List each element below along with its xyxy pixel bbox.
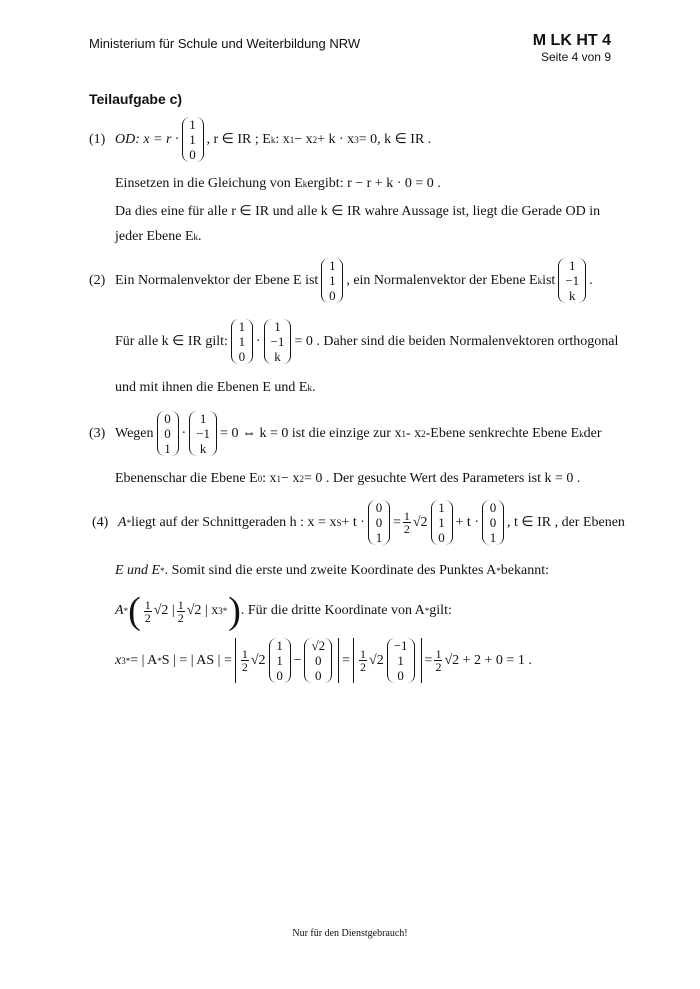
footer-notice: Nur für den Dienstgebrauch! [292,928,408,939]
item-2-line-2: Für alle k ∈ IR gilt: 1 1 0 · 1 −1 k = 0 . Daher sind die beiden Normalenvektoren orthogonal [115,319,619,364]
item-2-line-1: (2) Ein Normalenvektor der Ebene E ist 1 1 0 , ein Normalenvektor der Ebene E k ist 1 −1 k . [89,258,593,303]
document-code: M LK HT 4 [532,32,611,49]
direction-vector-z: 0 0 1 [482,500,504,545]
dot-vector-1: 1 1 0 [231,319,253,364]
item-1-line-4: jeder Ebene E k . [115,229,202,244]
page-number: Seite 4 von 9 [540,50,611,64]
item-4-line-2: E und E * . Somit sind die erste und zweite Koordinate des Punktes A * bekannt: [115,563,550,578]
ministry-name: Ministerium für Schule und Weiterbildung NRW [89,36,361,51]
item-1-line-3: Da dies eine für alle r ∈ IR und alle k ∈ IR wahre Aussage ist, liegt die Gerade OD in [115,204,601,219]
vector-001: 0 0 1 [157,411,179,456]
normal-vector-e: 1 1 0 [321,258,343,303]
item-2-line-3: und mit ihnen die Ebenen E und E k . [115,380,316,395]
item-4-line-1: (4) A * liegt auf der Schnittgeraden h : x = x S + t · 0 0 1 = $\frac{1}{2}$ √2 1 1 0 + t · 0 0 1 , t ∈ IR , der Ebenen [92,500,625,545]
item-number: (1) [89,131,106,147]
support-vector: 1 1 0 [431,500,453,545]
item-4-line-4: x 3 * = | A * S | = | AS | = $\frac{1}{2}$ √2 1 1 0 − √2 0 0 = $\frac{1}{2}$ √2 −1 1 0 = $\frac{1}{2}$ √2 + 2 + 0 = 1 . [115,638,532,683]
fraction-half: $\frac{1}{2}$ [403,509,410,536]
item-3-line-2: Ebenenschar die Ebene E 0 : x 1 − x 2 = 0 . Der gesuchte Wert des Parameters ist k = 0 . [115,471,581,486]
normal-vector-ek: 1 −1 k [558,258,586,303]
item-1-line-1: (1) OD : x = r · 1 1 0 , r ∈ IR ; E k : x 1 − x 2 + k · x 3 = 0, k ∈ IR . [89,117,432,162]
norm-expression-1: $\frac{1}{2}$ √2 1 1 0 − √2 0 0 [235,638,339,683]
direction-vector: 1 1 0 [182,117,204,162]
plane-label: , r ∈ IR ; E [206,132,271,147]
dot-vector-2: 1 −1 k [264,319,292,364]
line-direction-vector: 0 0 1 [368,500,390,545]
line-od-label: OD [115,131,136,147]
line-eq-text: : x = r · [135,131,179,147]
document-code-block [533,32,611,64]
point-coordinates: ( $\frac{1}{2}$ √2 | $\frac{1}{2}$ √2 | x 3 * ) [128,589,241,633]
item-3-line-1: (3) Wegen 0 0 1 · 1 −1 k = 0 ⇔ k = 0 ist die einzige zur x 1 - x 2 -Ebene senkrechte Ebene E k der [89,411,602,456]
item-1-line-2: Einsetzen in die Gleichung von E k ergibt: r − r + k · 0 = 0 . [115,176,441,191]
item-4-line-3: A * ( $\frac{1}{2}$ √2 | $\frac{1}{2}$ √2 | x 3 * ) . Für die dritte Koordinate von A * gilt: [115,589,452,633]
norm-expression-2: $\frac{1}{2}$ √2 −1 1 0 [353,638,422,683]
vector-1-1k: 1 −1 k [189,411,217,456]
section-heading: Teilaufgabe c) [89,91,183,107]
